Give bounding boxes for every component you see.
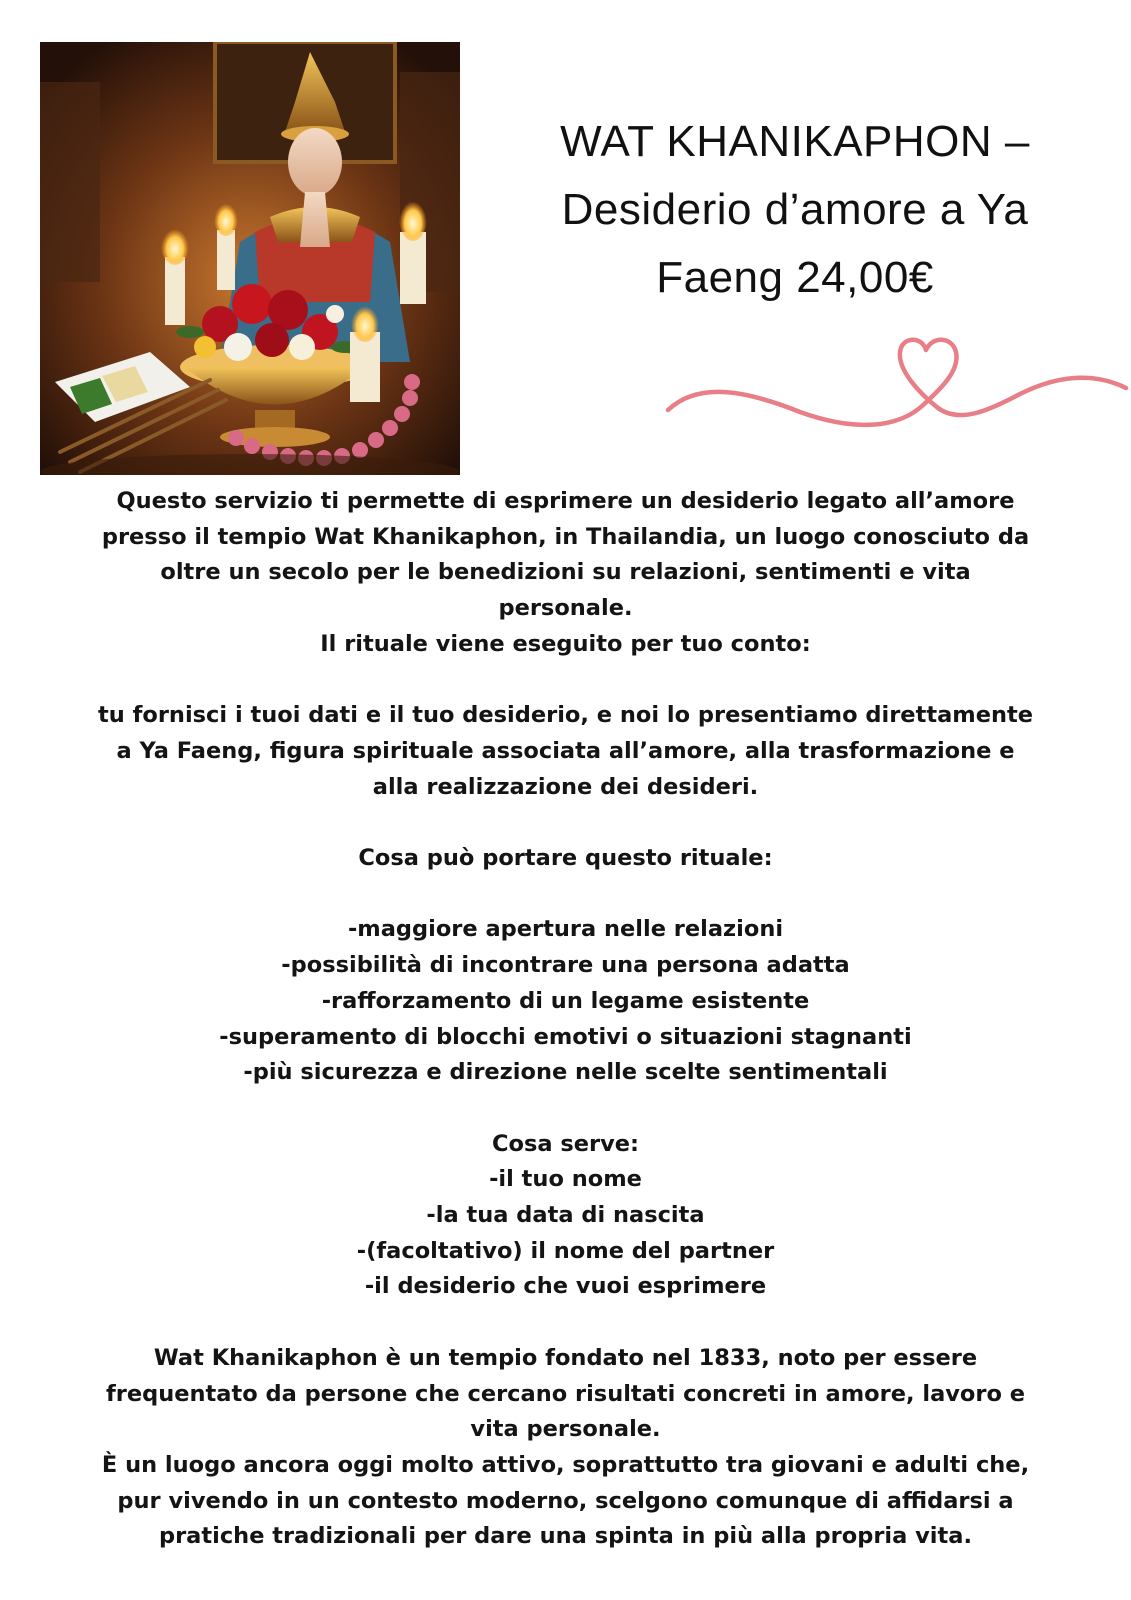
spacer	[60, 1091, 1071, 1127]
spacer	[60, 1305, 1071, 1341]
intro-line: presso il tempio Wat Khanikaphon, in Thailandia, un luogo conosciuto da	[101, 523, 1030, 550]
list-item: -superamento di blocchi emotivi o situazioni stagnanti	[219, 1023, 912, 1050]
heart-swirl-icon	[660, 330, 1130, 450]
about-line: È un luogo ancora oggi molto attivo, soprattutto tra giovani e adulti che,	[101, 1451, 1030, 1478]
intro-line: Il rituale viene eseguito per tuo conto:	[320, 630, 811, 657]
list-item: -maggiore apertura nelle relazioni	[347, 916, 784, 943]
requirements-list	[60, 1162, 1071, 1305]
list-item: -rafforzamento di un legame esistente	[321, 987, 810, 1014]
about-line: pur vivendo in un contesto moderno, scelgono comunque di affidarsi a	[117, 1487, 1014, 1514]
title-line-service: Desiderio d’amore a Ya	[561, 185, 1029, 234]
list-item: -il tuo nome	[489, 1166, 642, 1193]
intro-line: Questo servizio ti permette di esprimere un desiderio legato all’amore	[116, 488, 1015, 514]
spacer	[60, 877, 1071, 913]
list-item: -la tua data di nascita	[426, 1202, 705, 1228]
service-description	[60, 484, 1071, 1555]
about-line: Wat Khanikaphon è un tempio fondato nel 1833, noto per essere	[153, 1344, 978, 1371]
about-line: vita personale.	[470, 1416, 661, 1443]
page-title	[500, 108, 1090, 312]
process-line: tu fornisci i tuoi dati e il tuo desiderio, e noi lo presentiamo direttamente	[97, 702, 1033, 729]
list-item: -più sicurezza e direzione nelle scelte sentimentali	[243, 1059, 888, 1086]
benefits-list	[60, 912, 1071, 1091]
intro-section	[60, 484, 1071, 663]
process-line: alla realizzazione dei desideri.	[372, 773, 759, 800]
title-line-price: Faeng 24,00€	[656, 253, 934, 302]
statue-illustration	[40, 42, 460, 475]
about-line: pratiche tradizionali per dare una spinta in più alla propria vita.	[158, 1523, 973, 1550]
spacer	[60, 805, 1071, 841]
hero-image-ya-faeng-statue	[40, 42, 460, 475]
about-section	[60, 1341, 1071, 1555]
benefits-heading: Cosa può portare questo rituale:	[358, 845, 773, 871]
intro-line: personale.	[498, 595, 633, 622]
list-item: -il desiderio che vuoi esprimere	[364, 1273, 767, 1300]
title-line-temple-name: WAT KHANIKAPHON –	[560, 117, 1030, 166]
spacer	[60, 663, 1071, 699]
list-item: -possibilità di incontrare una persona adatta	[281, 952, 850, 979]
intro-line: oltre un secolo per le benedizioni su relazioni, sentimenti e vita	[160, 559, 971, 586]
process-line: a Ya Faeng, figura spirituale associata all’amore, alla trasformazione e	[116, 737, 1015, 764]
about-line: frequentato da persone che cercano risultati concreti in amore, lavoro e	[105, 1380, 1026, 1407]
requirements-heading: Cosa serve:	[491, 1130, 640, 1157]
list-item: -(facoltativo) il nome del partner	[356, 1237, 775, 1264]
process-section	[60, 698, 1071, 805]
